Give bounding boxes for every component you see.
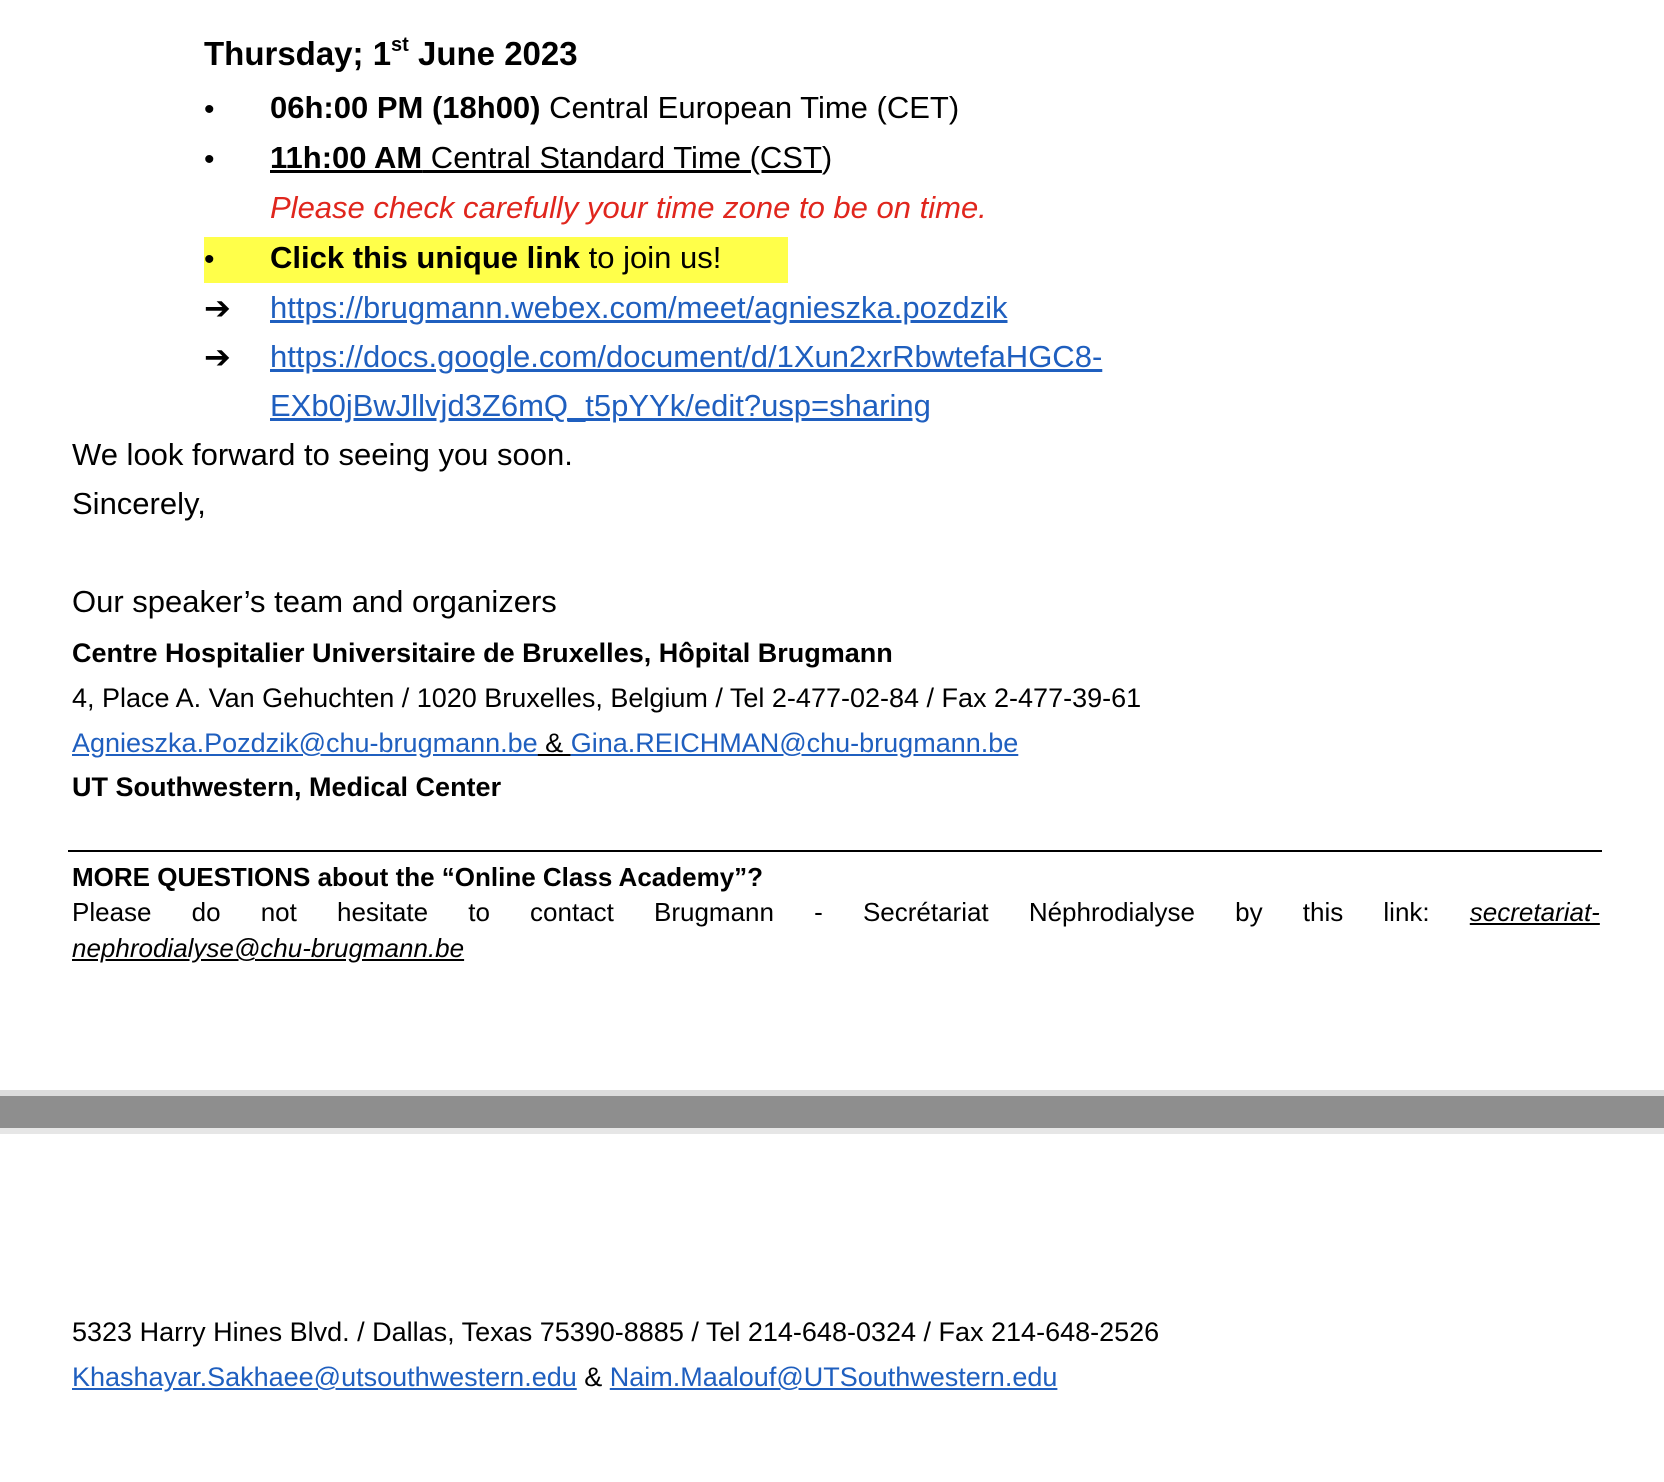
- questions-heading: MORE QUESTIONS about the “Online Class Academy”?: [72, 862, 764, 892]
- date-day: Thursday; 1: [204, 35, 392, 72]
- q-word: this: [1302, 897, 1344, 927]
- arrow-icon: [204, 289, 231, 328]
- time-item-cet: [204, 90, 215, 129]
- time-cst-bold: 11h:00 AM: [270, 140, 423, 175]
- bullet-icon: •: [204, 243, 215, 276]
- q-word: hesitate: [337, 897, 429, 927]
- date-rest: June 2023: [408, 35, 578, 72]
- time-text-cst: [270, 139, 832, 177]
- time-cst-rest: Central Standard Time (CST: [422, 140, 822, 175]
- arrow-right-icon: ➔: [204, 290, 231, 326]
- org1-emails: [72, 726, 1018, 760]
- sincerely-text: Sincerely,: [72, 486, 206, 521]
- time-item-cst: [204, 140, 215, 179]
- q-word: Secrétariat: [862, 897, 989, 927]
- date-ordinal: st: [391, 34, 409, 56]
- org2-email1-link[interactable]: Khashayar.Sakhaee@utsouthwestern.edu: [72, 1362, 577, 1392]
- q-word: do: [191, 897, 221, 927]
- org1-address: 4, Place A. Van Gehuchten / 1020 Bruxelles, Belgium / Tel 2-477-02-84 / Fax 2-477-39-61: [72, 683, 1142, 713]
- q-word: Néphrodialyse: [1028, 897, 1196, 927]
- questions-text: [72, 896, 1600, 928]
- join-bullet: [204, 240, 215, 279]
- divider-line: [68, 850, 1602, 852]
- date-heading: [204, 34, 578, 74]
- time-cet-bold: 06h:00 PM (18h00): [270, 90, 541, 125]
- timezone-warning: Please check carefully your time zone to be on time.: [270, 190, 987, 225]
- org1-email1-link[interactable]: Agnieszka.Pozdzik@chu-brugmann.be: [72, 728, 538, 758]
- q-word: link:: [1383, 897, 1430, 927]
- org2-address: 5323 Harry Hines Blvd. / Dallas, Texas 75390-8885 / Tel 214-648-0324 / Fax 214-648-2526: [72, 1317, 1160, 1347]
- team-text: Our speaker’s team and organizers: [72, 584, 557, 619]
- time-cet-rest: Central European Time (CET): [540, 90, 960, 125]
- q-word: Please: [72, 897, 152, 927]
- org2-emails: [72, 1360, 1057, 1394]
- docs-link-line1[interactable]: https://docs.google.com/document/d/1Xun2xrRbwtefaHGC8-: [270, 339, 1103, 374]
- webex-link[interactable]: https://brugmann.webex.com/meet/agnieszka.pozdzik: [270, 290, 1008, 325]
- q-word: -: [814, 897, 823, 927]
- q-word: by: [1235, 897, 1263, 927]
- docs-link-line2[interactable]: EXb0jBwJllvjd3Z6mQ_t5pYYk/edit?usp=sharing: [270, 388, 931, 423]
- time-text-cet: [270, 89, 959, 127]
- look-forward-text: We look forward to seeing you soon.: [72, 437, 573, 472]
- page-break-bottom: [0, 1128, 1664, 1134]
- join-text: [270, 239, 721, 277]
- arrow-right-icon: ➔: [204, 339, 231, 375]
- org2-ampersand: &: [576, 1362, 610, 1392]
- secretariat-email-link-part1[interactable]: secretariat-: [1469, 897, 1600, 927]
- org1-ampersand: &: [537, 728, 571, 758]
- secretariat-email-link-part2[interactable]: nephrodialyse@chu-brugmann.be: [72, 933, 465, 963]
- org2-name: UT Southwestern, Medical Center: [72, 772, 502, 802]
- page-break: [0, 1096, 1664, 1128]
- org2-email2-link[interactable]: Naim.Maalouf@UTSouthwestern.edu: [609, 1362, 1058, 1392]
- bullet-icon: •: [204, 143, 215, 176]
- q-word: Brugmann: [654, 897, 774, 927]
- time-cst-close: ): [821, 140, 833, 175]
- questions-line: [72, 896, 1600, 928]
- bullet-icon: •: [204, 93, 215, 126]
- q-word: contact: [530, 897, 614, 927]
- org1-name: Centre Hospitalier Universitaire de Bruxelles, Hôpital Brugmann: [72, 638, 893, 668]
- join-rest: to join us!: [580, 240, 722, 275]
- arrow-icon: [204, 338, 231, 377]
- org1-email2-link[interactable]: Gina.REICHMAN@chu-brugmann.be: [570, 728, 1019, 758]
- q-word: to: [468, 897, 490, 927]
- q-word: not: [260, 897, 297, 927]
- join-bold: Click this unique link: [270, 240, 581, 275]
